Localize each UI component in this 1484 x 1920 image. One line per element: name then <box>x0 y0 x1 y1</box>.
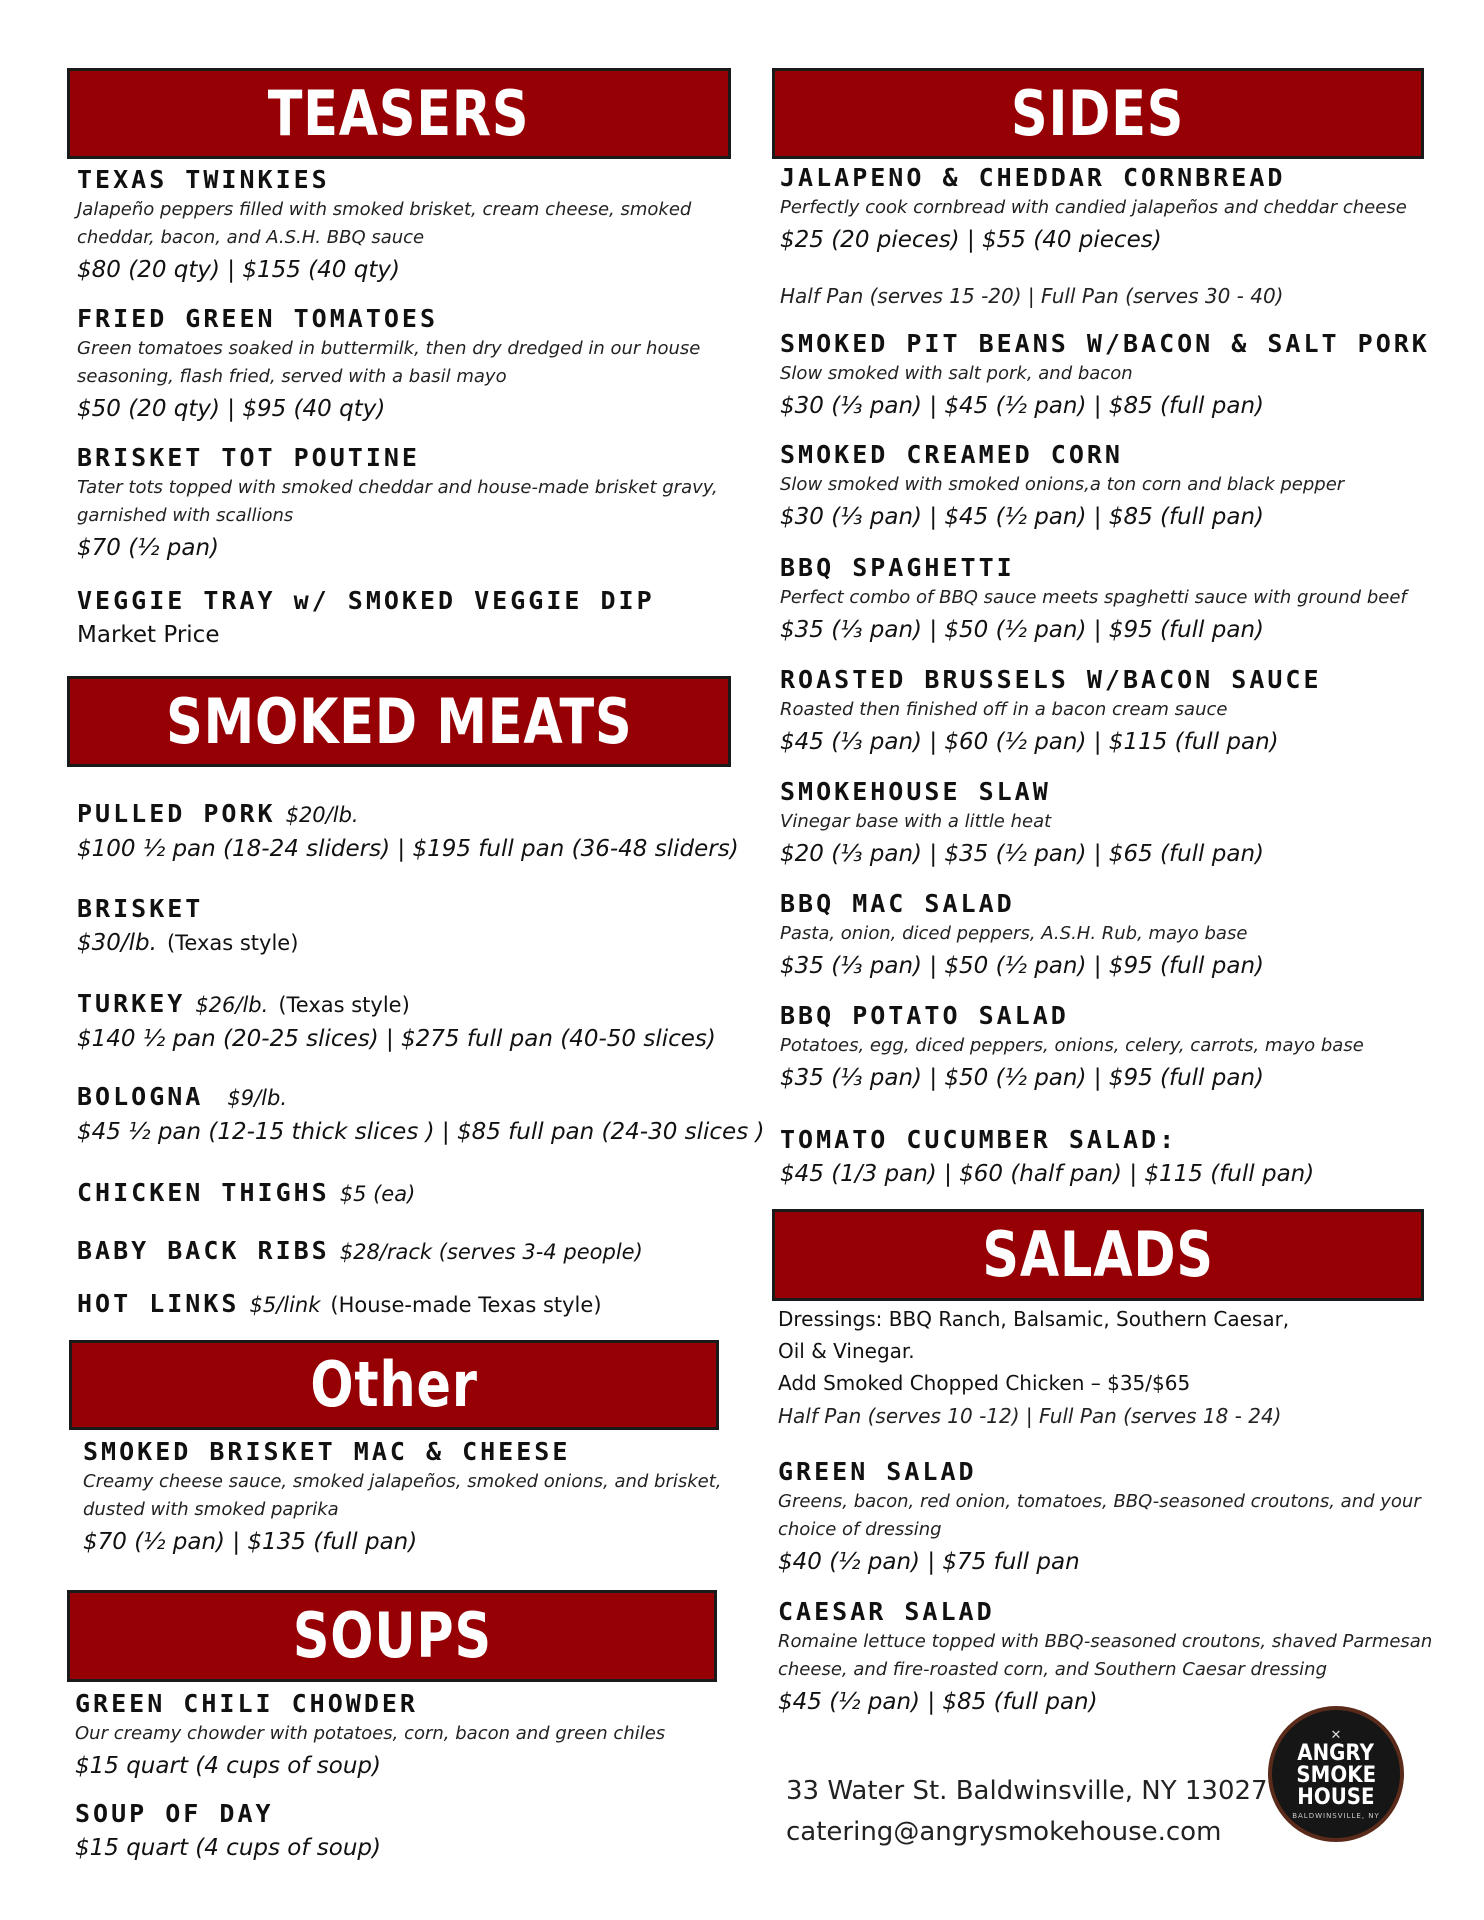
item-description: Perfect combo of BBQ sauce meets spaghetti sauce with ground beef <box>780 587 1407 608</box>
email-link[interactable]: catering@angrysmokehouse.com <box>786 1817 1222 1847</box>
crossed-forks-icon: ✕ <box>1330 1727 1342 1742</box>
item-name: ROASTED BRUSSELS W/BACON SAUCE <box>780 665 1322 694</box>
serving-size-note: Half Pan (serves 15 -20) | Full Pan (serves 30 - 40) <box>780 284 1284 308</box>
menu-item-bbq-mac-salad <box>780 888 1264 984</box>
item-name: FRIED GREEN TOMATOES <box>77 304 439 333</box>
item-unit-price: $20/lb. <box>285 803 359 827</box>
item-name: SMOKED CREAMED CORN <box>780 440 1123 469</box>
logo-line3: HOUSE <box>1297 1785 1375 1810</box>
item-price: $35 (⅓ pan) | $50 (½ pan) | $95 (full pan) <box>780 617 1264 643</box>
item-unit-price: $26/lb. <box>195 993 269 1017</box>
menu-item-green-salad <box>778 1456 1421 1580</box>
item-name: BBQ SPAGHETTI <box>780 553 1015 582</box>
item-price: $35 (⅓ pan) | $50 (½ pan) | $95 (full pan) <box>780 953 1264 979</box>
item-name: SMOKED BRISKET MAC & CHEESE <box>83 1437 571 1466</box>
item-description: Potatoes, egg, diced peppers, onions, celery, carrots, mayo base <box>780 1035 1364 1056</box>
item-description: cheddar, bacon, and A.S.H. BBQ sauce <box>77 227 425 248</box>
item-name: GREEN SALAD <box>778 1457 977 1486</box>
item-description: Jalapeño peppers filled with smoked brisket, cream cheese, smoked <box>77 199 692 220</box>
item-price: $25 (20 pieces) | $55 (40 pieces) <box>780 227 1162 253</box>
menu-item-smoked-creamed-corn <box>780 439 1344 535</box>
item-unit-price: $5/link <box>249 1293 321 1317</box>
item-unit-price: $5 (ea) <box>339 1182 416 1206</box>
dressings-list: Dressings: BBQ Ranch, Balsamic, Southern Caesar, <box>778 1307 1290 1331</box>
item-name <box>77 988 716 1021</box>
salads-info <box>778 1303 1289 1433</box>
item-description: Tater tots topped with smoked cheddar and house-made brisket gravy, <box>77 477 718 498</box>
angry-smokehouse-logo <box>1268 1706 1404 1842</box>
item-name: SMOKED PIT BEANS W/BACON & SALT PORK <box>780 329 1430 358</box>
item-name <box>77 798 739 831</box>
serving-size-note: Half Pan (serves 10 -12) | Full Pan (serves 18 - 24) <box>778 1404 1282 1428</box>
add-chicken-note: Add Smoked Chopped Chicken – $35/$65 <box>778 1371 1191 1395</box>
menu-item-texas-twinkies <box>77 164 691 288</box>
menu-item-green-chili-chowder <box>75 1688 665 1784</box>
item-price: $100 ½ pan (18-24 sliders) | $195 full pan (36-48 sliders) <box>77 836 739 862</box>
menu-item-smoked-brisket-mac-cheese <box>83 1436 722 1560</box>
item-name: CAESAR SALAD <box>778 1597 995 1626</box>
item-description: Vinegar base with a little heat <box>780 811 1052 832</box>
logo-tagline: BALDWINSVILLE, NY <box>1292 1812 1380 1820</box>
item-name <box>77 1177 415 1210</box>
item-description: Creamy cheese sauce, smoked jalapeños, smoked onions, and brisket, <box>83 1471 722 1492</box>
item-price <box>77 925 298 961</box>
item-description: dusted with smoked paprika <box>83 1499 339 1520</box>
item-description: Green tomatoes soaked in buttermilk, then dry dredged in our house <box>77 338 701 359</box>
item-price: $35 (⅓ pan) | $50 (½ pan) | $95 (full pan) <box>780 1065 1264 1091</box>
item-name <box>77 1235 643 1268</box>
item-name-text: CHICKEN THIGHS <box>77 1178 330 1207</box>
menu-item-brisket-tot-poutine <box>77 442 718 566</box>
menu-item-brisket <box>77 893 298 961</box>
item-price: $45 (⅓ pan) | $60 (½ pan) | $115 (full pan) <box>780 729 1279 755</box>
menu-item-fried-green-tomatoes <box>77 303 700 427</box>
item-name: BRISKET TOT POUTINE <box>77 443 420 472</box>
item-name: BBQ POTATO SALAD <box>780 1001 1069 1030</box>
item-price: $15 quart (4 cups of soup) <box>75 1753 381 1779</box>
smoked-meats-banner <box>67 676 731 767</box>
item-name <box>77 1288 602 1321</box>
menu-item-bologna <box>77 1081 764 1150</box>
dressings-list-cont: Oil & Vinegar. <box>778 1339 915 1363</box>
item-unit-price: $9/lb. <box>227 1086 287 1110</box>
menu-item-bbq-potato-salad <box>780 1000 1364 1096</box>
item-description: cheese, and fire-roasted corn, and Southern Caesar dressing <box>778 1659 1327 1680</box>
menu-item-soup-of-day <box>75 1798 381 1866</box>
item-name: BRISKET <box>77 894 204 923</box>
item-price: $45 (½ pan) | $85 (full pan) <box>778 1689 1098 1715</box>
item-name: TOMATO CUCUMBER SALAD: <box>780 1125 1178 1154</box>
teasers-banner <box>67 68 731 159</box>
menu-item-turkey <box>77 988 716 1057</box>
address: 33 Water St. Baldwinsville, NY 13027 <box>786 1776 1268 1806</box>
item-description: Pasta, onion, diced peppers, A.S.H. Rub, mayo base <box>780 923 1248 944</box>
item-description: choice of dressing <box>778 1519 942 1540</box>
smoked-meats-title: SMOKED MEATS <box>165 684 633 758</box>
teasers-title: TEASERS <box>268 76 530 150</box>
item-price: $15 quart (4 cups of soup) <box>75 1835 381 1861</box>
menu-item-smokehouse-slaw <box>780 776 1264 872</box>
item-price-note: (Texas style) <box>166 931 299 955</box>
item-unit-price: $28/rack (serves 3-4 people) <box>339 1240 643 1264</box>
item-name: JALAPENO & CHEDDAR CORNBREAD <box>780 163 1286 192</box>
item-price: $80 (20 qty) | $155 (40 qty) <box>77 257 400 283</box>
item-price: $40 (½ pan) | $75 full pan <box>778 1549 1080 1575</box>
item-description: Perfectly cook cornbread with candied jalapeños and cheddar cheese <box>780 197 1407 218</box>
menu-item-bbq-spaghetti <box>780 552 1407 648</box>
sides-serving-note <box>780 282 1284 310</box>
item-price: $70 (½ pan) | $135 (full pan) <box>83 1529 418 1555</box>
soups-title: SOUPS <box>292 1599 492 1672</box>
menu-item-tomato-cucumber-salad <box>780 1124 1314 1192</box>
item-description: garnished with scallions <box>77 505 294 526</box>
item-description: Roasted then finished off in a bacon cream sauce <box>780 699 1228 720</box>
item-name: TEXAS TWINKIES <box>77 165 330 194</box>
item-description: Slow smoked with smoked onions,a ton corn and black pepper <box>780 474 1345 495</box>
other-title: Other <box>310 1348 478 1421</box>
menu-item-chicken-thighs <box>77 1177 415 1210</box>
item-price: $45 (1/3 pan) | $60 (half pan) | $115 (full pan) <box>780 1161 1315 1187</box>
menu-item-baby-back-ribs <box>77 1235 643 1268</box>
item-price: $30 (⅓ pan) | $45 (½ pan) | $85 (full pan) <box>780 504 1264 530</box>
item-price: $30 (⅓ pan) | $45 (½ pan) | $85 (full pan) <box>780 393 1264 419</box>
item-price: $45 ½ pan (12-15 thick slices ) | $85 full pan (24-30 slices ) <box>77 1119 765 1145</box>
item-name: SMOKEHOUSE SLAW <box>780 777 1051 806</box>
item-description: seasoning, flash fried, served with a basil mayo <box>77 366 507 387</box>
logo-line2: SMOKE <box>1296 1763 1376 1788</box>
item-name: BBQ MAC SALAD <box>780 889 1015 918</box>
item-description: Romaine lettuce topped with BBQ-seasoned croutons, shaved Parmesan <box>778 1631 1433 1652</box>
item-price: Market Price <box>77 622 220 648</box>
menu-item-jalapeno-cheddar-cornbread <box>780 162 1407 258</box>
soups-banner <box>67 1590 717 1682</box>
item-name: GREEN CHILI CHOWDER <box>75 1689 418 1718</box>
sides-banner <box>772 68 1424 159</box>
salads-banner <box>772 1209 1424 1301</box>
salads-title: SALADS <box>982 1218 1214 1291</box>
item-name-text: PULLED PORK <box>77 799 276 828</box>
item-price: $140 ½ pan (20-25 slices) | $275 full pan (40-50 slices) <box>77 1026 716 1052</box>
menu-item-smoked-pit-beans <box>780 328 1430 424</box>
item-style-note: (Texas style) <box>278 993 410 1017</box>
item-style-note: (House-made Texas style) <box>330 1293 602 1317</box>
other-banner <box>69 1340 719 1430</box>
item-name <box>77 1081 764 1114</box>
menu-item-veggie-tray <box>77 585 655 653</box>
item-name: VEGGIE TRAY w/ SMOKED VEGGIE DIP <box>77 586 655 615</box>
item-description: Greens, bacon, red onion, tomatoes, BBQ-seasoned croutons, and your <box>778 1491 1421 1512</box>
sides-title: SIDES <box>1011 76 1185 150</box>
item-price: $70 (½ pan) <box>77 535 220 561</box>
item-name: SOUP OF DAY <box>75 1799 274 1828</box>
item-name-text: HOT LINKS <box>77 1289 240 1318</box>
menu-item-hot-links <box>77 1288 602 1321</box>
item-price: $50 (20 qty) | $95 (40 qty) <box>77 396 386 422</box>
menu-item-caesar-salad <box>778 1596 1432 1720</box>
logo-line1: ANGRY <box>1297 1741 1375 1766</box>
item-price: $20 (⅓ pan) | $35 (½ pan) | $65 (full pan) <box>780 841 1264 867</box>
item-name-text: TURKEY <box>77 989 186 1018</box>
menu-item-pulled-pork <box>77 798 739 867</box>
item-name-text: BABY BACK RIBS <box>77 1236 330 1265</box>
menu-item-roasted-brussels <box>780 664 1322 760</box>
item-description: Slow smoked with salt pork, and bacon <box>780 363 1133 384</box>
item-name-text: BOLOGNA <box>77 1082 204 1111</box>
item-description: Our creamy chowder with potatoes, corn, bacon and green chiles <box>75 1723 666 1744</box>
item-price-text: $30/lb. <box>77 930 157 956</box>
